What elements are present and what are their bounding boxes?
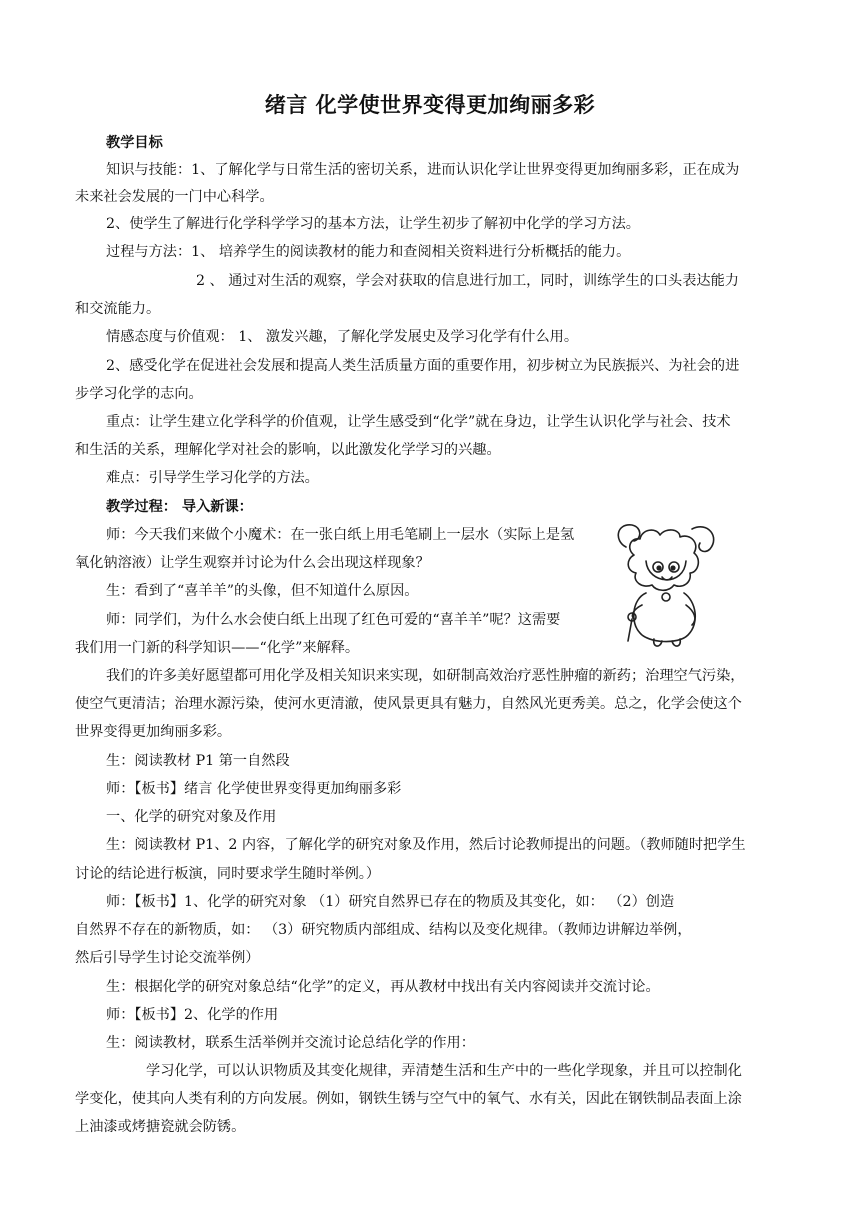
text-line: 生：根据化学的研究对象总结“化学”的定义，再从教材中找出有关内容阅读并交流讨论。 [106,979,660,995]
text-line: 生：看到了“喜羊羊”的头像，但不知道什么原因。 [106,583,419,599]
text-line: 师：【板书】2、化学的作用 [106,1007,279,1023]
text-line: 步学习化学的志向。 [75,386,203,402]
text-line: 2、使学生了解进行化学科学学习的基本方法，让学生初步了解初中化学的学习方法。 [106,216,640,232]
text-line: 重点：让学生建立化学科学的价值观，让学生感受到“化学”就在身边，让学生认识化学与社会、技术 [106,414,731,430]
text-line: 过程与方法：1、 培养学生的阅读教材的能力和查阅相关资料进行分析概括的能力。 [106,244,631,260]
text-line: 上油漆或烤搪瓷就会防锈。 [75,1119,246,1135]
text-line: 氧化钠溶液）让学生观察并讨论为什么会出现这样现象？ [75,555,430,571]
text-line: 然后引导学生讨论交流举例） [75,950,260,966]
text-line: 教学目标 [106,135,163,151]
text-line: 我们的许多美好愿望都可用化学及相关知识来实现，如研制高效治疗恶性肿瘤的新药；治理空气污染， [106,668,745,684]
text-line: 生：阅读教材 P1、2 内容，了解化学的研究对象及作用，然后讨论教师提出的问题。（教师随时把学生 [106,837,746,853]
text-line: 和交流能力。 [75,301,161,317]
text-line: 我们用一门新的科学知识——“化学”来解释。 [75,640,360,656]
text-line: 学习化学，可以认识物质及其变化规律，弄清楚生活和生产中的一些化学现象，并且可以控制化 [146,1063,742,1079]
text-line: 2 、 通过对生活的观察，学会对获取的信息进行加工，同时，训练学生的口头表达能力 [196,273,739,289]
text-line: 教学过程： 导入新课： [106,499,253,515]
sheep-mascot-illustration [612,515,722,655]
text-line: 生：阅读教材 P1 第一自然段 [106,753,290,769]
text-line: 学变化，使其向人类有利的方向发展。例如，钢铁生锈与空气中的氧气、水有关，因此在钢铁制品表面上涂 [75,1091,742,1107]
text-line: 一、化学的研究对象及作用 [106,809,277,825]
text-line: 自然界不存在的新物质，如： （3）研究物质内部组成、结构以及变化规律。（教师边讲解边举例， [75,922,692,938]
text-line: 生：阅读教材，联系生活举例并交流讨论总结化学的作用： [106,1035,475,1051]
text-line: 和生活的关系，理解化学对社会的影响，以此激发化学学习的兴趣。 [75,442,501,458]
text-line: 师：今天我们来做个小魔术：在一张白纸上用毛笔刷上一层水（实际上是氢 [106,527,575,543]
text-line: 师：同学们，为什么水会使白纸上出现了红色可爱的“喜羊羊”呢？这需要 [106,612,561,628]
text-line: 讨论的结论进行板演，同时要求学生随时举例。） [75,866,381,882]
text-line: 师：【板书】绪言 化学使世界变得更加绚丽多彩 [106,781,402,797]
text-line: 难点：引导学生学习化学的方法。 [106,470,319,486]
text-line: 情感态度与价值观： 1、 激发兴趣，了解化学发展史及学习化学有什么用。 [106,329,579,345]
text-line: 使空气更清洁；治理水源污染，使河水更清澈，使风景更具有魅力，自然风光更秀美。总之，化学会使这个 [75,696,742,712]
page-title: 绪言 化学使世界变得更加绚丽多彩 [264,93,596,117]
text-line: 师：【板书】1、化学的研究对象 （1）研究自然界已存在的物质及其变化，如： （2）创造 [106,894,675,910]
text-line: 知识与技能：1、了解化学与日常生活的密切关系，进而认识化学让世界变得更加绚丽多彩，正在成为 [106,162,740,178]
text-line: 世界变得更加绚丽多彩。 [75,724,232,740]
text-line: 2、感受化学在促进社会发展和提高人类生活质量方面的重要作用，初步树立为民族振兴、为社会的进 [106,358,740,374]
text-line: 未来社会发展的一门中心科学。 [75,189,274,205]
